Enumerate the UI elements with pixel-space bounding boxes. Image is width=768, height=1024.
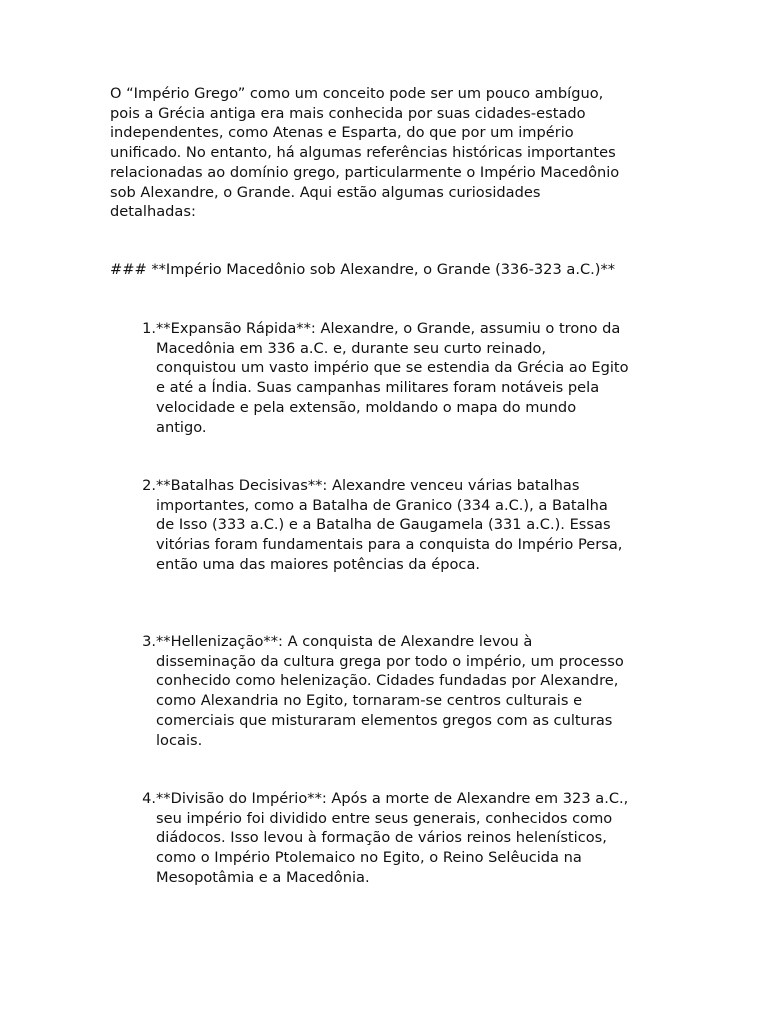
intro-line: independentes, como Atenas e Esparta, do que por um império [110, 124, 574, 142]
list-item-line: importantes, como a Batalha de Granico (334 a.C.), a Batalha [156, 496, 608, 514]
list-item-line: e até a Índia. Suas campanhas militares foram notáveis pela [156, 379, 600, 397]
list-item-line: velocidade e pela extensão, moldando o mapa do mundo [156, 398, 577, 416]
intro-line: detalhadas: [110, 203, 196, 221]
list-item-line: **Expansão Rápida**: Alexandre, o Grande, assumiu o trono da [156, 320, 621, 337]
list-item-text [156, 476, 666, 575]
intro-line: relacionadas ao domínio grego, particularmente o Império Macedônio [110, 163, 620, 181]
list-item [110, 632, 670, 750]
list-item [110, 476, 670, 575]
intro-line: unificado. No entanto, há algumas referências históricas importantes [110, 144, 616, 162]
list-item-line: comerciais que misturaram elementos gregos com as culturas [156, 711, 613, 729]
list-item-line: **Divisão do Império**: Após a morte de Alexandre em 323 a.C., [156, 790, 629, 807]
list-item-line: antigo. [156, 418, 207, 436]
list-item [110, 789, 670, 888]
intro-line: O “Império Grego” como um conceito pode ser um pouco ambíguo, [110, 85, 604, 102]
list-item-line: como o Império Ptolemaico no Egito, o Reino Selêucida na [156, 849, 582, 867]
list-item-number: 1. [142, 320, 156, 337]
intro-line: sob Alexandre, o Grande. Aqui estão algumas curiosidades [110, 183, 541, 201]
list-item-line: vitórias foram fundamentais para a conquista do Império Persa, [156, 536, 623, 554]
list-item-text [156, 789, 666, 888]
list-item-line: como Alexandria no Egito, tornaram-se centros culturais e [156, 692, 583, 710]
section-heading: ### **Império Macedônio sob Alexandre, o Grande (336-323 a.C.)** [110, 261, 616, 278]
list-item-line: Macedônia em 336 a.C. e, durante seu curto reinado, [156, 339, 547, 357]
list-item-number: 2. [142, 477, 156, 494]
list-item-text [156, 632, 666, 750]
list-item-line: Mesopotâmia e a Macedônia. [156, 868, 370, 886]
list-item-number: 4. [142, 790, 156, 807]
list-item-line: conquistou um vasto império que se estendia da Grécia ao Egito [156, 359, 629, 377]
list-item-line: **Batalhas Decisivas**: Alexandre venceu várias batalhas [156, 477, 580, 494]
list-item-text [156, 319, 666, 437]
list-item-line: seu império foi dividido entre seus generais, conhecidos como [156, 809, 613, 827]
list-item-line: diádocos. Isso levou à formação de vários reinos helenísticos, [156, 829, 607, 847]
list-item-line: então uma das maiores potências da época. [156, 555, 481, 573]
list-item-line: locais. [156, 731, 203, 749]
list-item [110, 319, 670, 437]
intro-paragraph [110, 84, 665, 222]
list-item-line: **Hellenização**: A conquista de Alexandre levou à [156, 633, 533, 650]
list-item-line: conhecido como helenização. Cidades fundadas por Alexandre, [156, 672, 619, 690]
list-item-number: 3. [142, 633, 156, 650]
intro-line: pois a Grécia antiga era mais conhecida por suas cidades-estado [110, 104, 586, 122]
list-item-line: de Isso (333 a.C.) e a Batalha de Gaugamela (331 a.C.). Essas [156, 516, 611, 534]
list-item-line: disseminação da cultura grega por todo o império, um processo [156, 652, 624, 670]
